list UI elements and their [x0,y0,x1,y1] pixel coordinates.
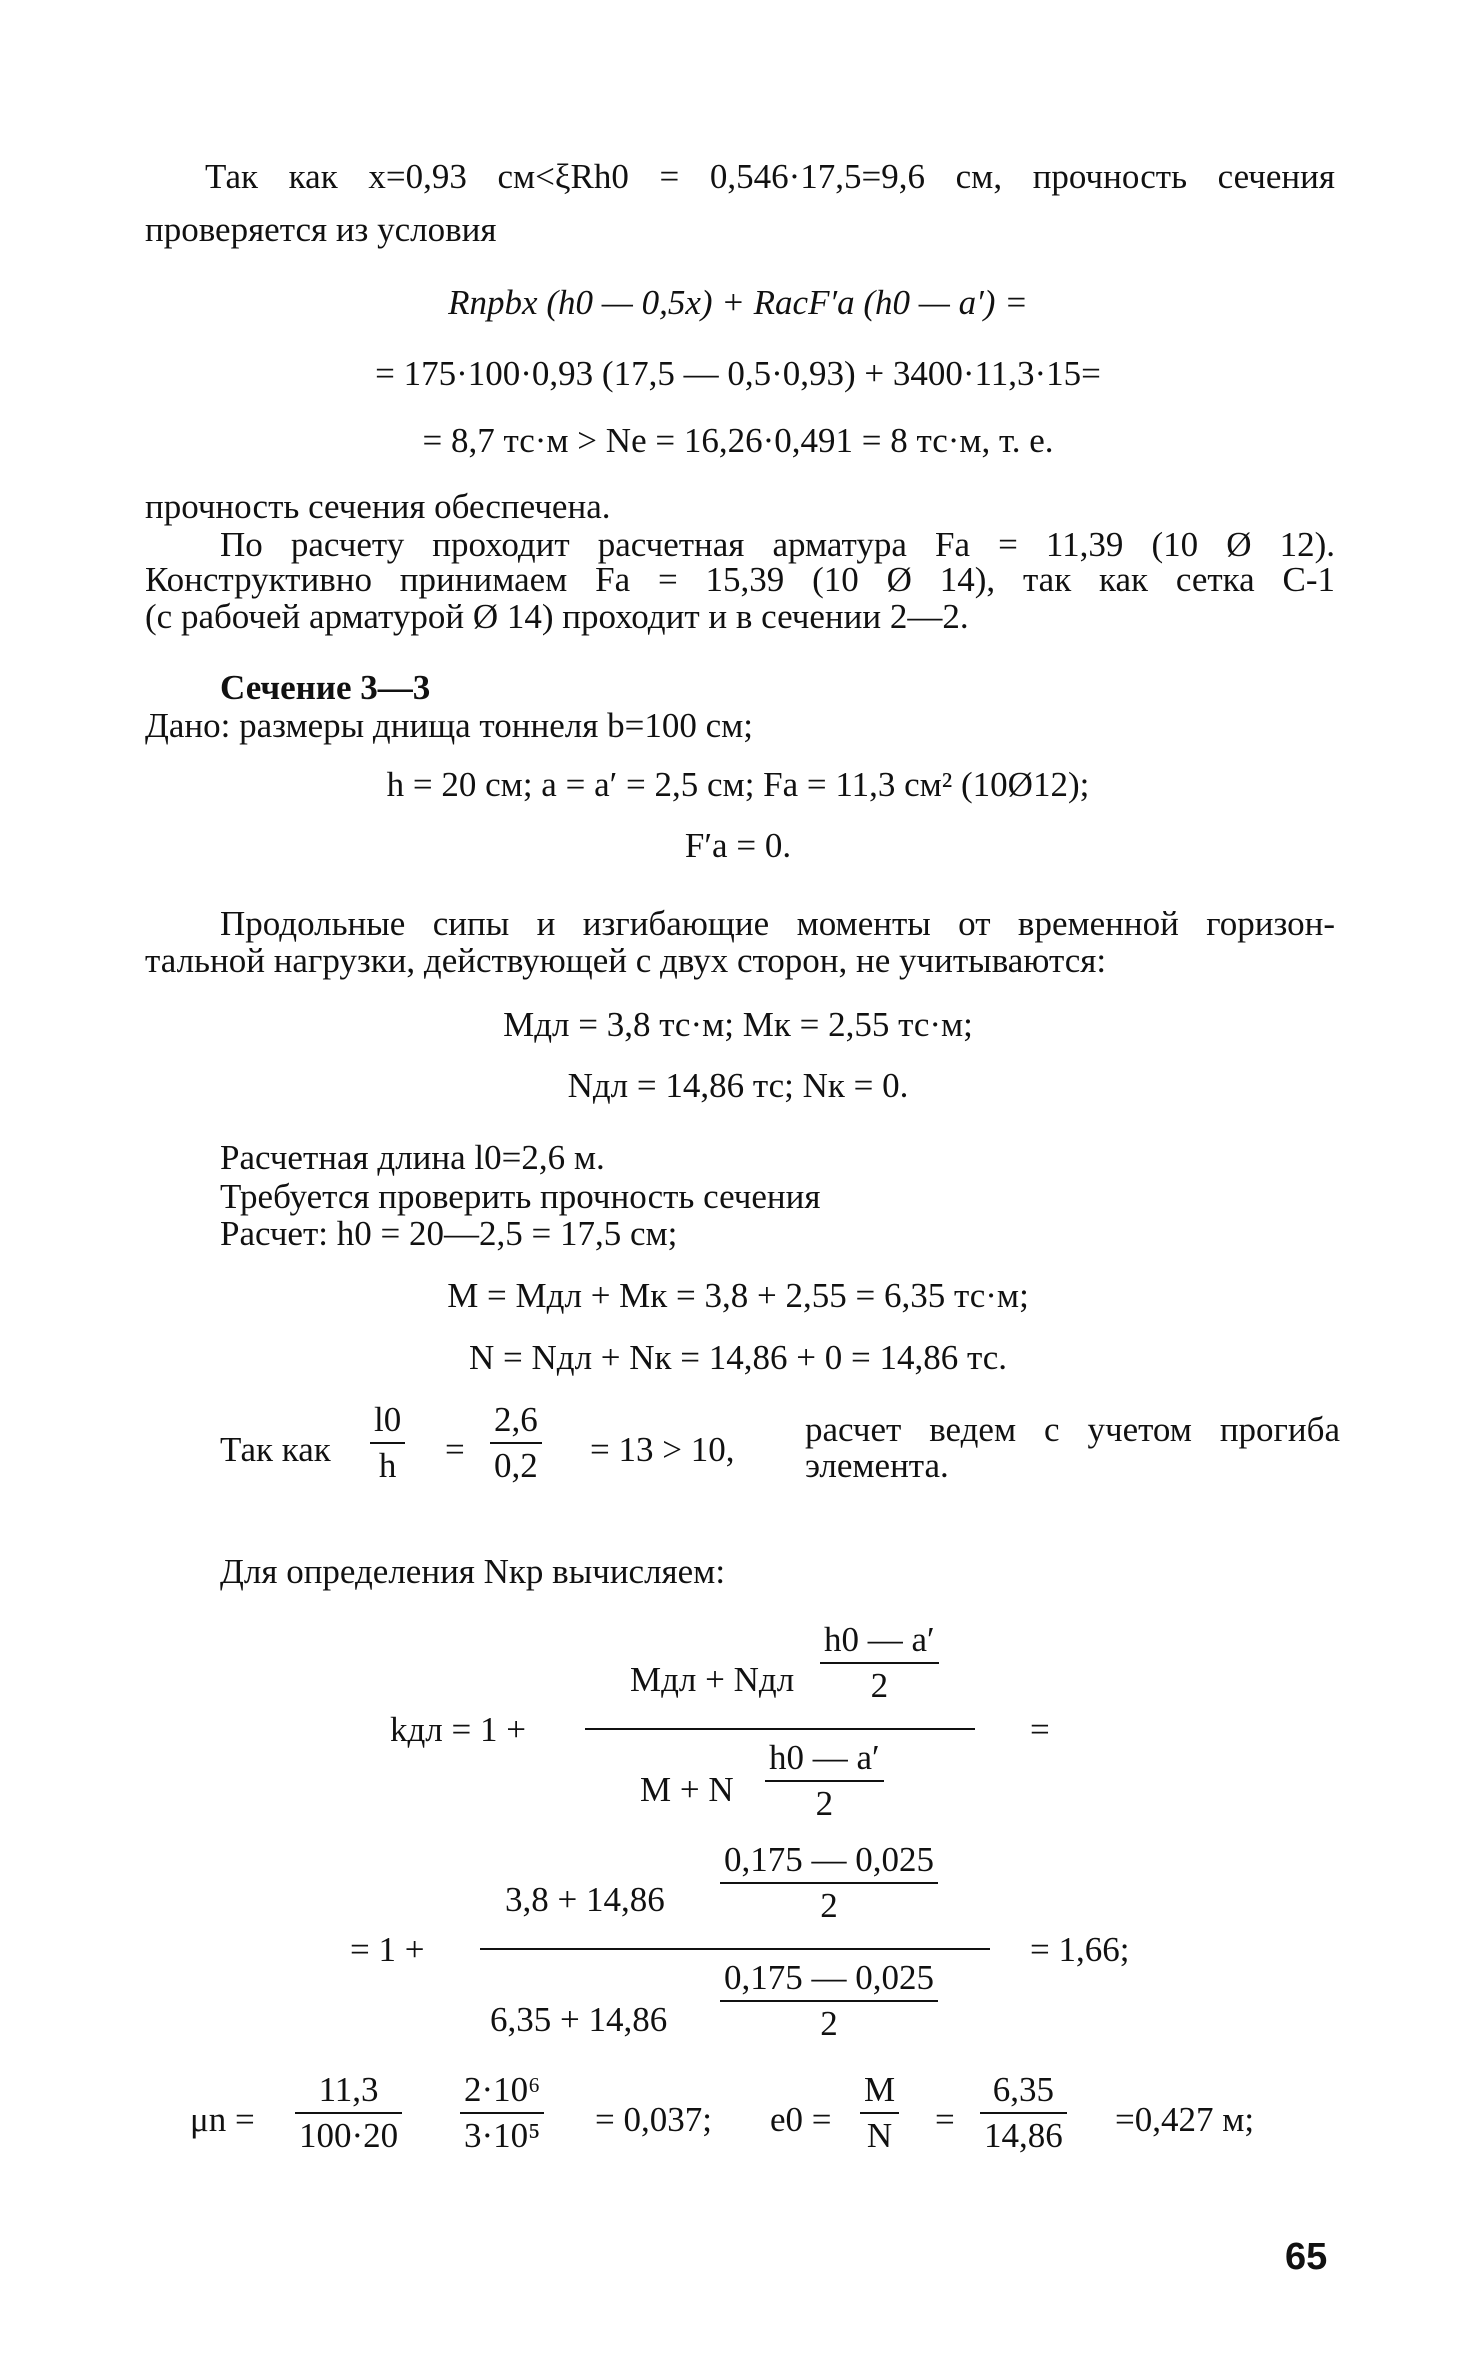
text-line: проверяется из условия [145,210,497,249]
fraction-numerator: 2·10⁶ [460,2070,544,2114]
fraction-numerator: l0 [370,1400,405,1444]
text-line: тальной нагрузки, действующей с двух сторон, не учитываются: [145,941,1107,980]
fraction-sub [820,1620,939,1706]
equals-sign: = [445,1430,465,1469]
text-line: (с рабочей арматурой Ø 14) проходит и в сечении 2—2. [145,597,969,636]
fraction-denominator: 0,2 [494,1446,538,1485]
text-fragment: Так как [220,1430,331,1469]
mu-e0-line [190,2070,1330,2180]
formula-result: =0,427 м; [1115,2100,1255,2139]
formula-result: = 1,66; [1030,1930,1130,1969]
formula-denominator-main: M + N [640,1770,734,1809]
fraction-denominator: 14,86 [984,2116,1063,2155]
fraction-denominator: 2 [815,1784,834,1823]
fraction-sub [720,1958,938,2044]
ratio-line [220,1400,1340,1500]
fraction-denominator: h [378,1446,397,1485]
section-heading: Сечение 3—3 [220,668,431,707]
formula-line: Nдл = 14,86 тс; Nк = 0. [567,1066,909,1105]
text-line: Дано: размеры днища тоннеля b=100 см; [145,706,753,745]
fraction-denominator: 2 [820,2004,838,2043]
formula-denominator-main: 6,35 + 14,86 [490,2000,668,2039]
text-line: Расчет: h0 = 20—2,5 = 17,5 см; [220,1214,678,1253]
fraction-numerator: 6,35 [980,2070,1067,2114]
page-number: 65 [1285,2236,1328,2278]
fraction-ratio [490,1400,542,1486]
formula-line: = 175·100·0,93 (17,5 — 0,5·0,93) + 3400·11,3·15= [375,354,1101,393]
formula-lhs: = 1 + [350,1930,425,1969]
fraction-sub [765,1738,884,1824]
fraction-denominator: 2 [820,1886,838,1925]
fraction-denominator: 100·20 [299,2116,399,2155]
fraction-numerator: 0,175 — 0,025 [720,1840,938,1884]
fraction-numerator: 2,6 [490,1400,542,1444]
text-line: Конструктивно принимаем Fа = 15,39 (10 Ø 14), так как сетка С-1 [145,560,1335,599]
formula-result: = 0,037; [595,2100,712,2139]
fraction [295,2070,402,2156]
formula-line: N = Nдл + Nк = 14,86 + 0 = 14,86 тс. [468,1338,1008,1377]
fraction-numerator: M [860,2070,899,2114]
fraction-l0-over-h [370,1400,405,1486]
formula-line: Rпрbx (h0 — 0,5x) + RасF′а (h0 — a′) = [448,283,1028,322]
fraction-denominator: N [866,2116,893,2155]
equals-sign: = [935,2100,955,2139]
formula-line: F′а = 0. [684,826,792,865]
kdl-evaluation [350,1840,1170,2060]
formula-line: = 8,7 тс·м > Ne = 16,26·0,491 = 8 тс·м, т. е. [422,421,1054,460]
fraction-denominator: 3·10⁵ [464,2116,541,2155]
formula-lhs: kдл = 1 + [390,1710,527,1749]
formula-lhs: μn = [190,2100,255,2139]
text-line: По расчету проходит расчетная арматура Fа = 11,39 (10 Ø 12). [220,525,1335,564]
fraction-numerator: h0 — a′ [765,1738,884,1782]
kdl-formula [390,1620,1110,1840]
formula-line: Mдл = 3,8 тс·м; Mк = 2,55 тс·м; [503,1005,973,1044]
fraction-numerator: 0,175 — 0,025 [720,1958,938,2002]
text-line: Расчетная длина l0=2,6 м. [220,1138,605,1177]
fraction-numerator: 11,3 [295,2070,402,2114]
formula-lhs: e0 = [770,2100,832,2139]
text-fragment: расчет ведем с учетом прогиба [805,1410,1340,1449]
fraction [460,2070,544,2156]
text-line: Требуется проверить прочность сечения [220,1177,821,1216]
text-fragment: элемента. [805,1446,949,1485]
fraction-denominator: 2 [870,1666,889,1705]
fraction-bar [585,1728,975,1730]
text-fragment: = 13 > 10, [590,1430,735,1469]
formula-line: h = 20 см; a = a′ = 2,5 см; Fа = 11,3 см² (10Ø12); [386,765,1090,804]
fraction-bar [480,1948,990,1950]
fraction [860,2070,899,2156]
fraction [980,2070,1067,2156]
formula-numerator-main: Mдл + Nдл [630,1660,795,1699]
fraction-numerator: h0 — a′ [820,1620,939,1664]
formula-numerator-main: 3,8 + 14,86 [505,1880,665,1919]
text-line: Продольные сипы и изгибающие моменты от временной горизон- [220,904,1335,943]
text-line: прочность сечения обеспечена. [145,487,611,526]
text-line: Для определения Nкр вычисляем: [220,1552,726,1591]
formula-line: M = Mдл + Mк = 3,8 + 2,55 = 6,35 тс·м; [447,1276,1029,1315]
text-line: Так как x=0,93 см<ξRh0 = 0,546·17,5=9,6 см, прочность сечения [205,157,1335,196]
fraction-sub [720,1840,938,1926]
equals-sign: = [1030,1710,1050,1749]
